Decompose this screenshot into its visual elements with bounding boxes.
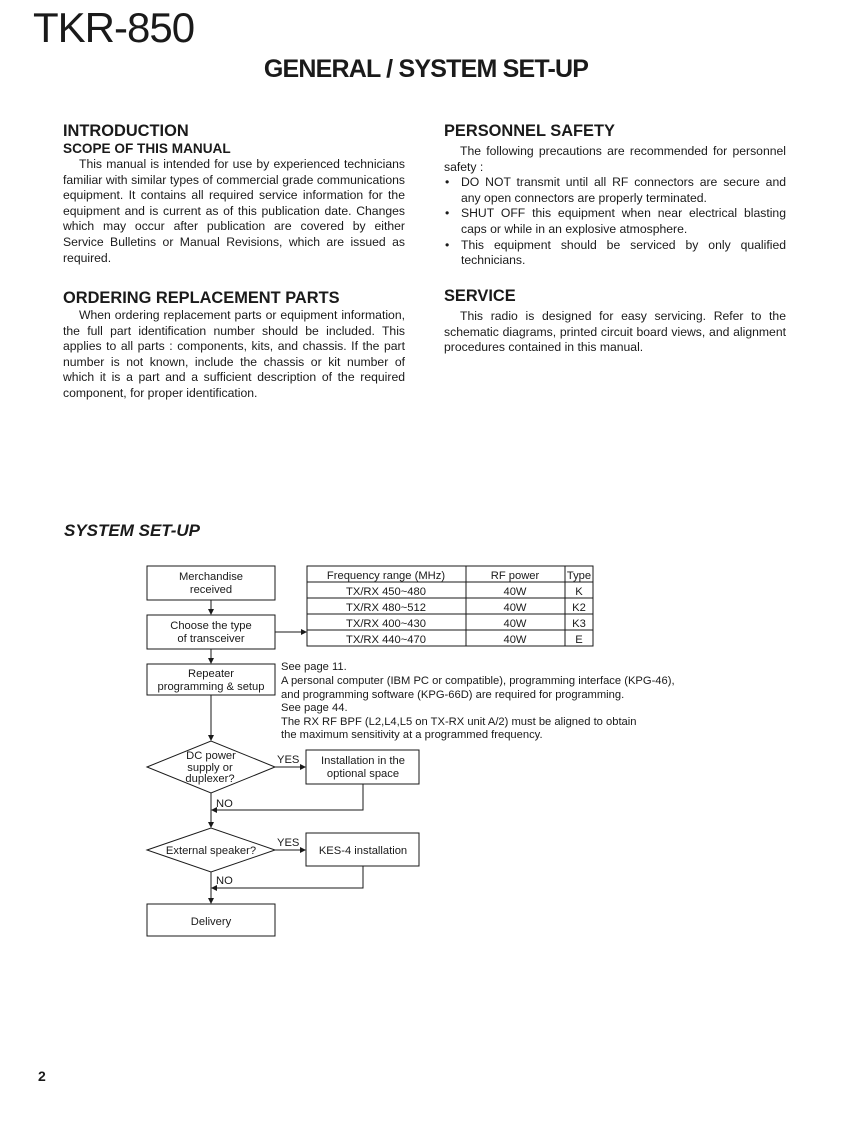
table-header: Type xyxy=(566,570,592,582)
yes-label: YES xyxy=(277,837,300,849)
table-cell: 40W xyxy=(503,634,527,646)
table-cell: TX/RX 480~512 xyxy=(346,602,426,614)
installation-label: Installation in the xyxy=(321,755,405,767)
page-title: GENERAL / SYSTEM SET-UP xyxy=(263,55,589,83)
ordering-text: When ordering replacement parts or equipment information, the full part identification number should be included. This applies to all parts : components, kits, and chassis. If the part number is not known, include the chassis or kit number of which it is a part and a sufficient description of the required component, for proper identification. xyxy=(63,308,405,400)
repeater-label: programming & setup xyxy=(157,681,265,693)
service-heading: SERVICE xyxy=(444,287,516,305)
speaker-label: External speaker? xyxy=(165,845,257,857)
setup-note: A personal computer (IBM PC or compatible), programming interface (KPG-46), xyxy=(281,675,675,687)
dc-power-label: supply or xyxy=(187,762,233,774)
yes-label: YES xyxy=(277,754,300,766)
setup-note: and programming software (KPG-66D) are required for programming. xyxy=(281,689,625,701)
kes4-label: KES-4 installation xyxy=(318,845,408,857)
table-cell: E xyxy=(575,634,583,646)
table-cell: TX/RX 400~430 xyxy=(346,618,426,630)
page-number: 2 xyxy=(38,1068,46,1084)
system-setup-heading: SYSTEM SET-UP xyxy=(64,521,201,540)
dc-power-label: duplexer? xyxy=(185,773,235,785)
dc-power-label: DC power xyxy=(186,750,236,762)
setup-note: The RX RF BPF (L2,L4,L5 on TX-RX unit A/2) must be aligned to obtain xyxy=(281,716,637,728)
repeater-label: Repeater xyxy=(187,668,235,680)
scope-text: This manual is intended for use by experienced technicians familiar with similar types of commercial grade communications equipment. It contains all required service information for the equipment and is current as of this publication date. Changes which may occur after publication are covered by either Service Bulletins or Manual Revisions, which are issued as required. xyxy=(63,157,405,265)
introduction-heading: INTRODUCTION xyxy=(63,122,189,140)
choose-type-label: Choose the type xyxy=(170,620,252,632)
no-label: NO xyxy=(216,798,233,810)
setup-note: See page 11. xyxy=(281,661,347,673)
setup-note: See page 44. xyxy=(281,702,348,714)
safety-item: • DO NOT transmit until all RF connectors are secure and any open connectors are properly terminated. xyxy=(444,175,786,206)
no-label: NO xyxy=(216,875,233,887)
ordering-heading: ORDERING REPLACEMENT PARTS xyxy=(63,289,340,307)
choose-type-label: of transceiver xyxy=(177,633,245,645)
table-cell: K xyxy=(575,586,583,598)
table-cell: TX/RX 440~470 xyxy=(346,634,426,646)
table-cell: K3 xyxy=(572,618,586,630)
table-header: RF power xyxy=(490,570,540,582)
merchandise-label: Merchandise xyxy=(178,571,244,583)
table-cell: 40W xyxy=(503,618,527,630)
safety-item: • This equipment should be serviced by only qualified technicians. xyxy=(444,238,786,269)
service-text: This radio is designed for easy servicing. Refer to the schematic diagrams, printed circuit board views, and alignment procedures contained in this manual. xyxy=(444,309,786,355)
safety-item: • SHUT OFF this equipment when near electrical blasting caps or while in an explosive atmosphere. xyxy=(444,206,786,237)
delivery-label: Delivery xyxy=(190,916,232,928)
merchandise-label: received xyxy=(189,584,233,596)
safety-heading: PERSONNEL SAFETY xyxy=(444,122,615,140)
table-cell: 40W xyxy=(503,602,527,614)
safety-intro: The following precautions are recommended for personnel safety : xyxy=(444,144,786,174)
table-cell: K2 xyxy=(572,602,586,614)
table-header: Frequency range (MHz) xyxy=(326,570,446,582)
setup-note: the maximum sensitivity at a programmed frequency. xyxy=(281,729,543,741)
table-cell: 40W xyxy=(503,586,527,598)
installation-label: optional space xyxy=(326,768,400,780)
scope-heading: SCOPE OF THIS MANUAL xyxy=(63,141,231,156)
table-cell: TX/RX 450~480 xyxy=(346,586,426,598)
model-name: TKR-850 xyxy=(33,4,195,51)
